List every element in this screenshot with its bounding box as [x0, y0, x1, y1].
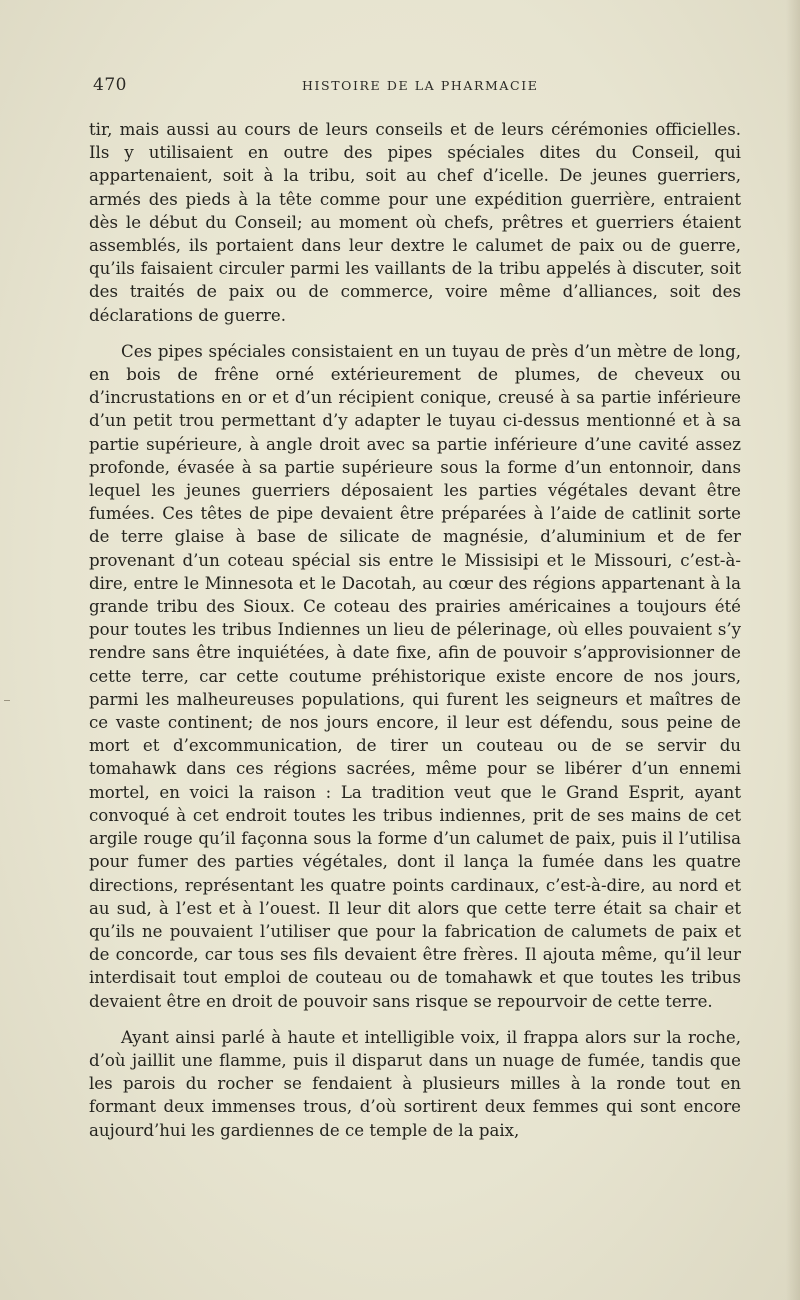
- running-title: HISTOIRE DE LA PHARMACIE: [302, 78, 539, 93]
- running-header: [90, 75, 740, 99]
- paragraph-continuation: tir, mais aussi au cours de leurs conseils et de leurs cérémonies officielles. Ils y utilisaient en outre des pipes spéciales dites du Conseil, qui appartenaient, soit à la tribu, soit au chef d’icelle. De jeunes guerriers, armés des pieds à la tête comme pour une expédition guerrière, entraient dès le début du Conseil; au moment où chefs, prêtres et guerriers étaient assemblés, ils portaient dans leur dextre le calumet de paix ou de guerre, qu’ils faisaient circuler parmi les vaillants de la tribu appelés à discuter, soit des traités de paix ou de commerce, voire même d’alliances, soit des déclarations de guerre.: [89, 120, 741, 325]
- margin-mark: [4, 700, 10, 701]
- page-number: 470: [93, 75, 127, 95]
- paragraph-great-spirit: Ayant ainsi parlé à haute et intelligible voix, il frappa alors sur la roche, d’où jaillit une flamme, puis il disparut dans un nuage de fumée, tandis que les parois du rocher se fendaient à plusieurs milles à la ronde tout en formant deux immenses trous, d’où sortirent deux femmes qui sont encore aujourd’hui les gardiennes de ce temple de la paix,: [89, 1027, 741, 1140]
- body-text: [89, 118, 741, 1155]
- paragraph-pipes-description: Ces pipes spéciales consistaient en un tuyau de près d’un mètre de long, en bois de frêne orné extérieurement de plumes, de cheveux ou d’incrustations en or et d’un récipient conique, creusé à sa partie inférieure d’un petit trou permettant d’y adapter le tuyau ci-dessus mentionné et à sa partie supérieure, à angle droit avec sa partie inférieure d’une cavité assez profonde, évasée à sa partie supérieure sous la forme d’un entonnoir, dans lequel les jeunes guerriers déposaient les parties végétales devant être fumées. Ces têtes de pipe devaient être préparées à l’aide de catlinit sorte de terre glaise à base de silicate de magnésie, d’aluminium et de fer provenant d’un coteau spécial sis entre le Missisipi et le Missouri, c’est-à-dire, entre le Minnesota et le Dacotah, au cœur des régions appartenant à la grande tribu des Sioux. Ce coteau des prairies américaines a toujours été pour toutes les tribus Indiennes un lieu de pélerinage, où elles pouvaient s’y rendre sans être inquiétées, à date fixe, afin de pouvoir s’approvisionner de cette terre, car cette coutume préhistorique existe encore de nos jours, parmi les malheureuses populations, qui furent les seigneurs et maîtres de ce vaste continent; de nos jours encore, il leur est défendu, sous peine de mort et d’excommunication, de tirer un couteau ou de se servir du tomahawk dans ces régions sacrées, même pour se libérer d’un ennemi mortel, en voici la raison : La tradition veut que le Grand Esprit, ayant convoqué à cet endroit toutes les tribus indiennes, prit de ses mains de cet argile rouge qu’il façonna sous la forme d’un calumet de paix, puis il l’utilisa pour fumer des parties végétales, dont il lança la fumée dans les quatre directions, représentant les quatre points cardinaux, c’est-à-dire, au nord et au sud, à l’est et à l’ouest. Il leur dit alors que cette terre était sa chair et qu’ils ne pouvaient l’utiliser que pour la fabrication de calumets de paix et de concorde, car tous ses fils devaient être frères. Il ajouta même, qu’il leur interdisait tout emploi de couteau ou de tomahawk et que toutes les tribus devaient être en droit de pouvoir sans risque se repourvoir de cette terre.: [89, 341, 741, 1011]
- page-edge-shadow: [786, 0, 800, 1300]
